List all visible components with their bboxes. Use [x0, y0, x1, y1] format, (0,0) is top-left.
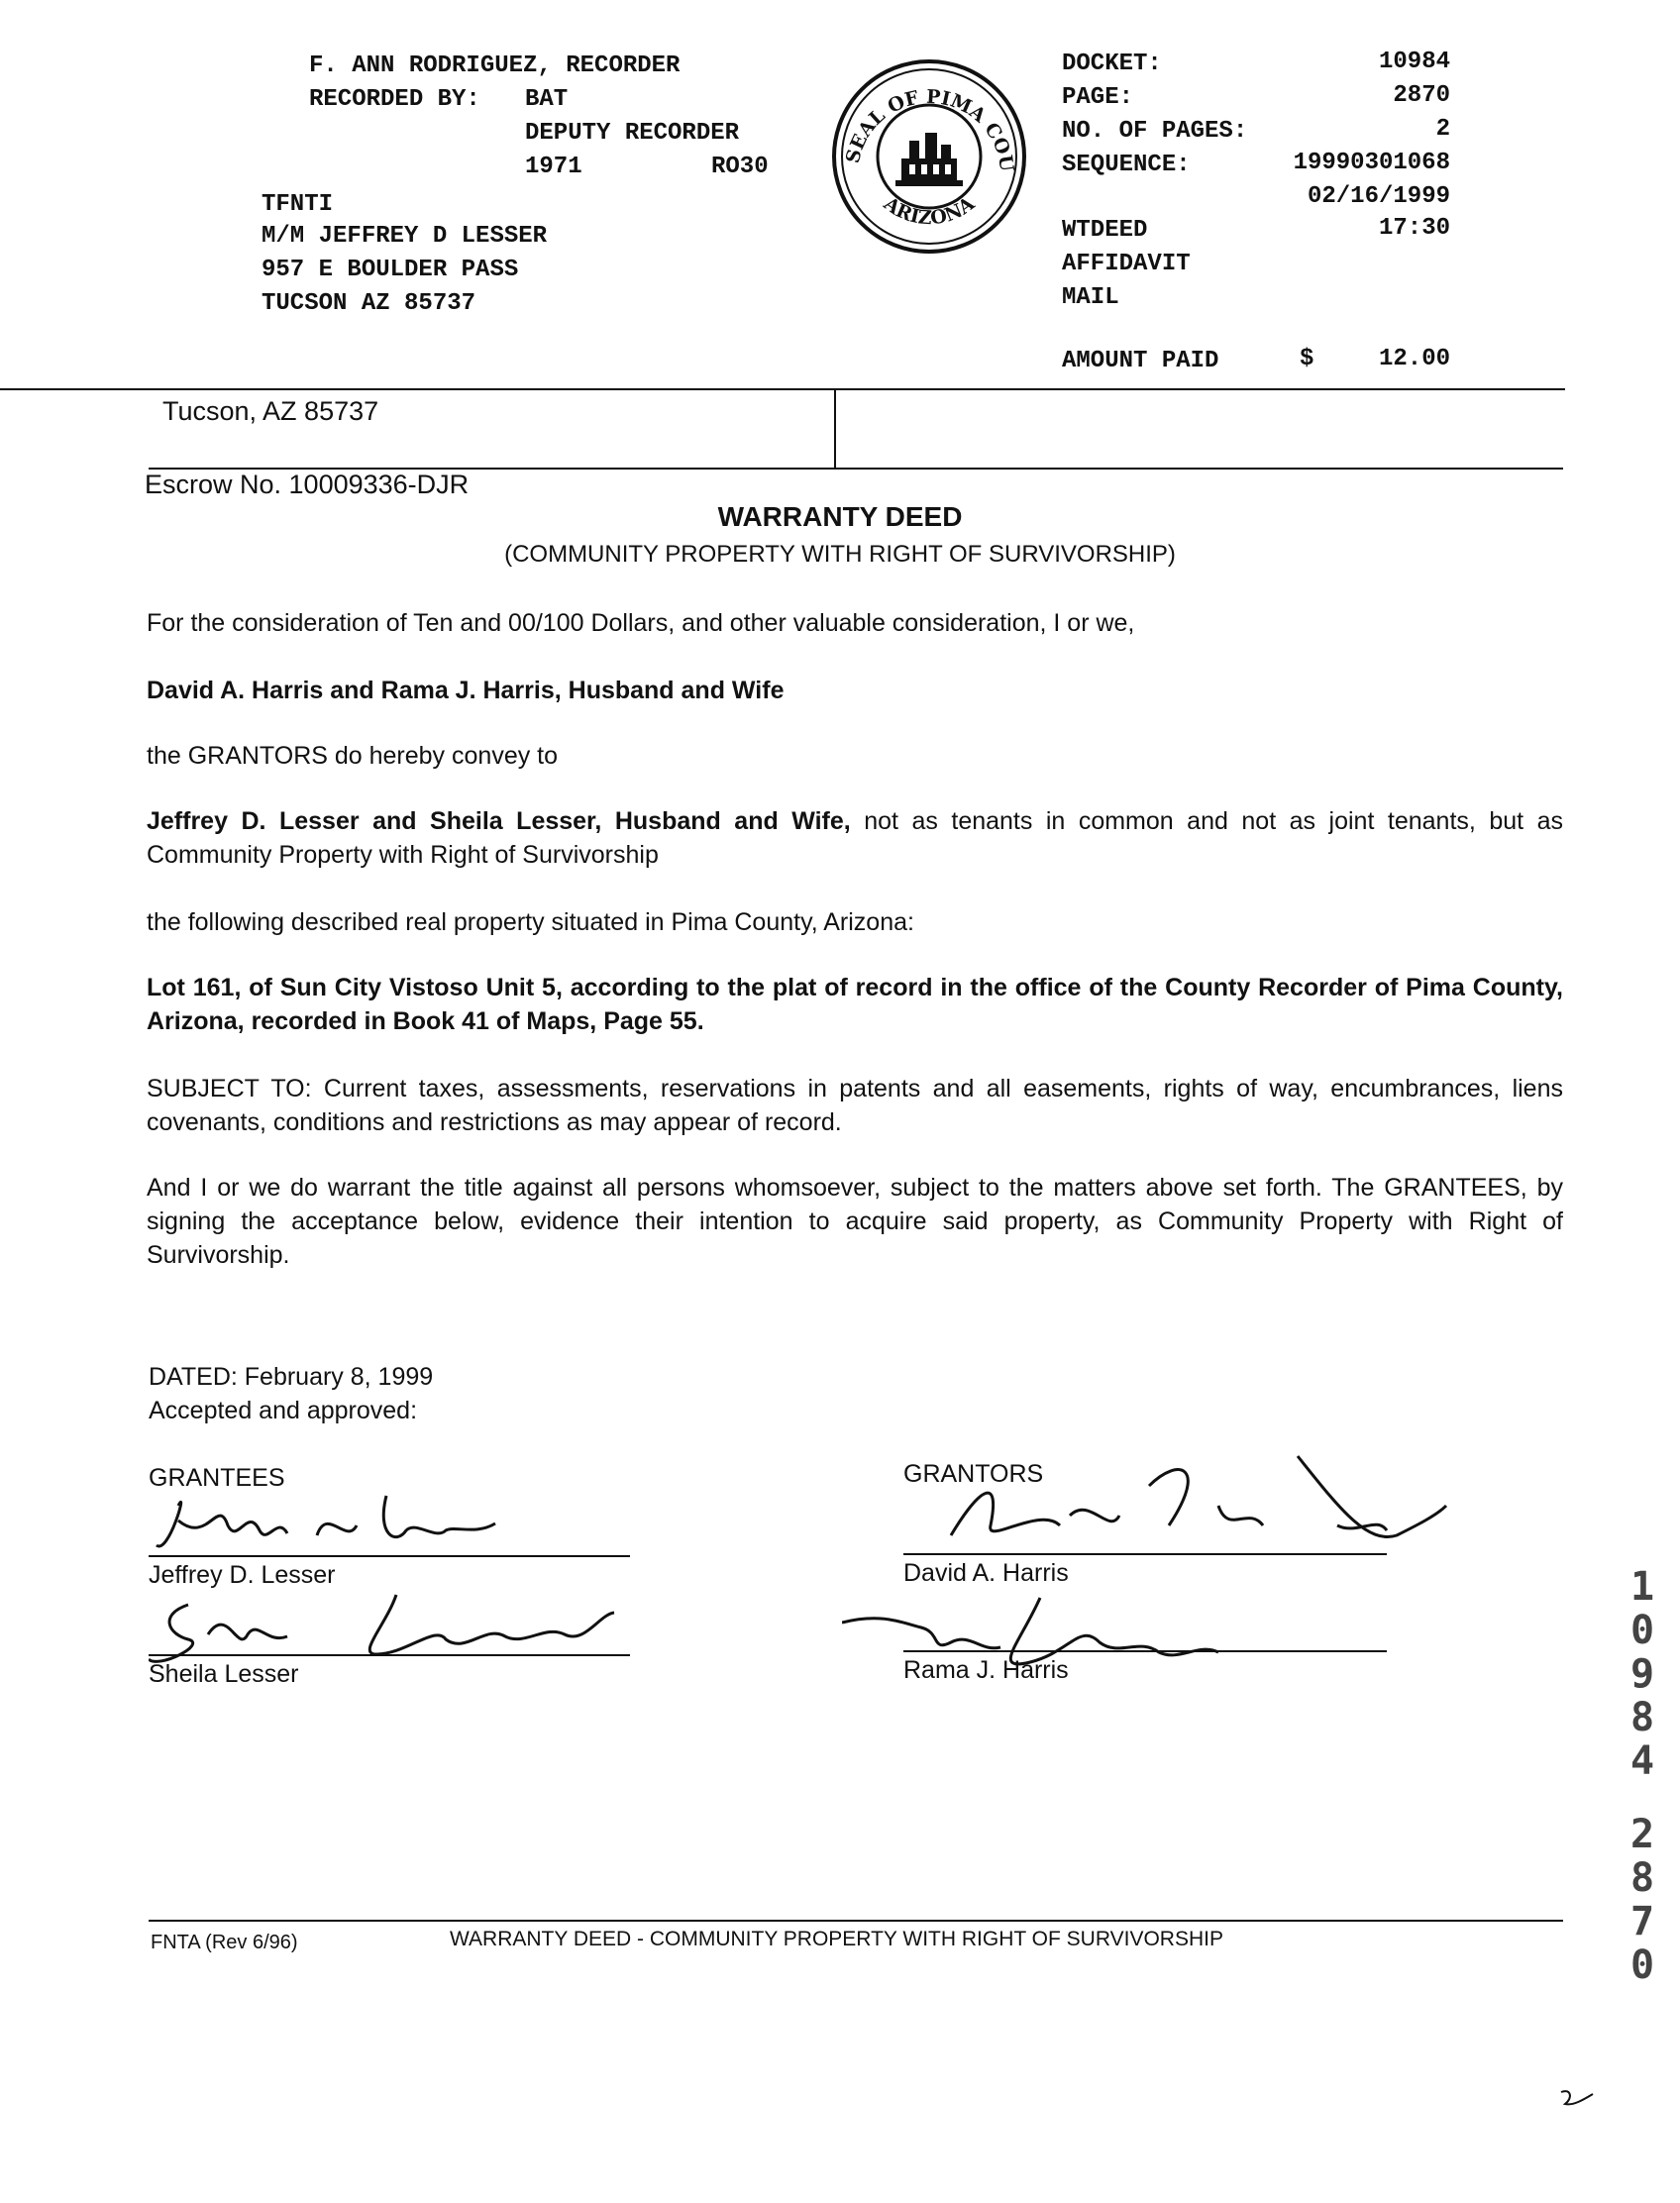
addressee-street: 957 E BOULDER PASS — [262, 257, 519, 283]
stamp-digit: 8 — [1629, 1855, 1655, 1901]
sequence-label: SEQUENCE: — [1062, 152, 1191, 178]
grantor-name-2: Rama J. Harris — [903, 1656, 1069, 1684]
grantors-names: David A. Harris and Rama J. Harris, Husband and Wife — [147, 677, 785, 704]
convey-clause: the GRANTORS do hereby convey to — [147, 742, 559, 770]
stamp-digit: 1 — [1629, 1564, 1655, 1610]
escrow-number: Escrow No. 10009336-DJR — [145, 470, 470, 499]
grantees-heading: GRANTEES — [149, 1464, 285, 1492]
document-title: WARRANTY DEED — [717, 501, 963, 532]
stamp-digit: 0 — [1629, 1942, 1655, 1988]
property-intro: the following described real property situated in Pima County, Arizona: — [147, 908, 914, 936]
page-value: 2870 — [1393, 82, 1450, 109]
page-label: PAGE: — [1062, 84, 1134, 111]
grantor-signature-2 — [842, 1583, 1238, 1682]
seal-text-top: SEAL OF PIMA COU — [841, 85, 1018, 173]
docket-value: 10984 — [1378, 49, 1450, 75]
stamp-digit: 2 — [1629, 1812, 1655, 1857]
consideration-clause: For the consideration of Ten and 00/100 Dollars, and other valuable consideration, I or we, — [147, 609, 1135, 637]
stamp-digit: 0 — [1629, 1608, 1655, 1653]
addressee-name: M/M JEFFREY D LESSER — [262, 223, 548, 250]
grantor-name-1: David A. Harris — [903, 1559, 1069, 1587]
footer-rule — [149, 1920, 1563, 1922]
seal-text-bottom: ARIZONA — [880, 192, 979, 230]
grantee-name-1: Jeffrey D. Lesser — [149, 1561, 336, 1589]
recorder-name: F. ANN RODRIGUEZ, RECORDER — [309, 52, 681, 79]
docket-label: DOCKET: — [1062, 51, 1162, 77]
handwritten-mark — [1557, 2084, 1597, 2114]
grantor-signature-1 — [921, 1446, 1456, 1575]
sequence-value: 19990301068 — [1293, 150, 1450, 176]
footer-form-number: FNTA (Rev 6/96) — [151, 1932, 298, 1953]
mail-label: MAIL — [1062, 284, 1119, 311]
affidavit-label: AFFIDAVIT — [1062, 251, 1191, 277]
header-vertical-rule — [834, 388, 836, 470]
recorder-code-1: 1971 — [525, 154, 582, 180]
return-address-city: Tucson, AZ 85737 — [162, 396, 379, 426]
svg-text:ARIZONA — [879, 192, 979, 229]
addressee-city: TUCSON AZ 85737 — [262, 290, 476, 317]
grantee-signature-2 — [149, 1585, 624, 1674]
footer-title: WARRANTY DEED - COMMUNITY PROPERTY WITH RIGHT OF SURVIVORSHIP — [450, 1928, 1223, 1950]
grantees-tenancy: not as tenants in common and not as joint tenants, but as Community Property with Right of Survivorship — [147, 807, 1563, 869]
amount-paid-label: AMOUNT PAID — [1062, 348, 1219, 374]
docket-page-stamp — [1621, 1565, 1664, 1987]
header-top-rule — [0, 388, 1565, 390]
grantees-clause — [147, 804, 1563, 872]
grantee-signature-1 — [149, 1476, 505, 1575]
recorded-time: 17:30 — [1378, 215, 1450, 242]
grantors-heading: GRANTORS — [903, 1460, 1044, 1488]
dated-line: DATED: February 8, 1999 — [149, 1363, 434, 1391]
accepted-approved: Accepted and approved: — [149, 1397, 418, 1424]
recorded-by-label: RECORDED BY: — [309, 86, 480, 113]
subject-to-clause: SUBJECT TO: Current taxes, assessments, reservations in patents and all easements, rights of way, encumbrances, liens covenants, conditions and restrictions as may appear of record. — [147, 1075, 1563, 1136]
svg-text:THE SEAL OF PIMA COUNTY — [830, 57, 1017, 173]
stamp-digit: 7 — [1629, 1899, 1655, 1944]
tfnti-label: TFNTI — [262, 191, 334, 218]
legal-description: Lot 161, of Sun City Vistoso Unit 5, according to the plat of record in the office of the County Recorder of Pima County, Arizona, recorded in Book 41 of Maps, Page 55. — [147, 974, 1563, 1035]
pages-value: 2 — [1435, 116, 1450, 143]
county-seal — [830, 57, 1028, 256]
deputy-recorder: DEPUTY RECORDER — [525, 120, 740, 147]
stamp-digit: 9 — [1629, 1651, 1655, 1697]
document-type: WTDEED — [1062, 217, 1148, 244]
grantee-name-2: Sheila Lesser — [149, 1660, 299, 1688]
stamp-digit: 8 — [1629, 1695, 1655, 1740]
recorded-date: 02/16/1999 — [1307, 183, 1450, 210]
recorded-by-value: BAT — [525, 86, 569, 113]
amount-paid-value: 12.00 — [1378, 346, 1450, 372]
stamp-digit: 4 — [1629, 1738, 1655, 1784]
pages-label: NO. OF PAGES: — [1062, 118, 1248, 145]
recorder-code-2: RO30 — [711, 154, 769, 180]
document-subtitle: (COMMUNITY PROPERTY WITH RIGHT OF SURVIVORSHIP) — [504, 541, 1176, 568]
grantees-names: Jeffrey D. Lesser and Sheila Lesser, Husband and Wife, — [147, 807, 851, 835]
warranty-clause: And I or we do warrant the title against all persons whomsoever, subject to the matters above set forth. The GRANTEES, by signing the acceptance below, evidence their intention to acquire said property, as Community Property with Right of Survivorship. — [147, 1174, 1563, 1269]
currency-symbol: $ — [1300, 346, 1314, 372]
